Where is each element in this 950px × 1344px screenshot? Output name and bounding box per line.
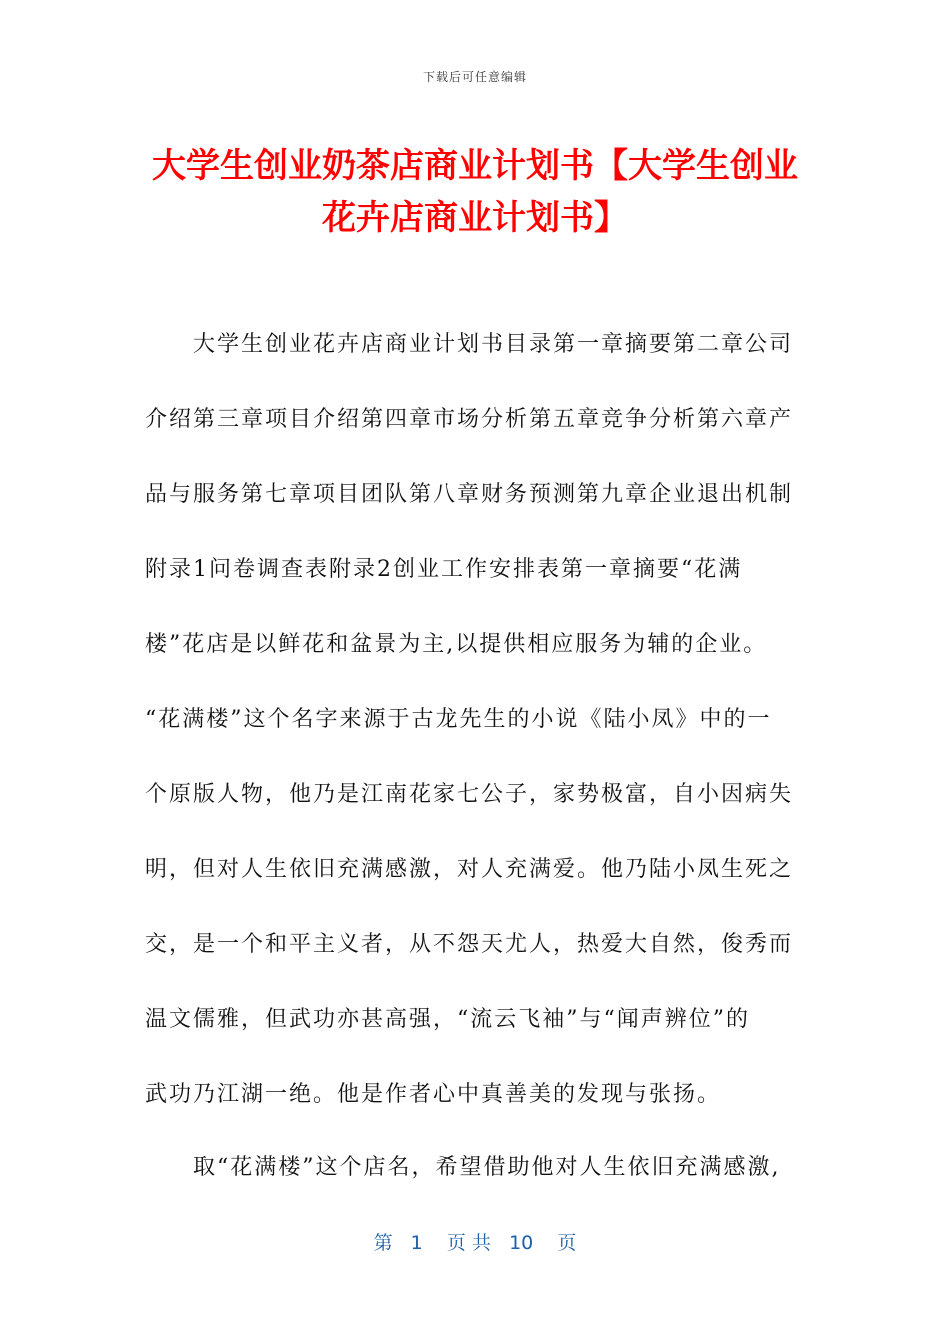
paragraph-line: 取“花满楼”这个店名，希望借助他对人生依旧充满感激, xyxy=(193,1155,781,1180)
document-title xyxy=(120,140,830,244)
paragraph-line: 个原版人物，他乃是江南花家七公子，家势极富，自小因病失 xyxy=(145,782,794,807)
paragraph-line: “花满楼”这个名字来源于古龙先生的小说《陆小凤》中的一 xyxy=(145,707,772,732)
header-note: 下载后可任意编辑 xyxy=(422,70,527,84)
paragraph-line: 明，但对人生依旧充满感激，对人充满爱。他乃陆小凤生死之 xyxy=(145,857,794,882)
title-line-1: 大学生创业奶茶店商业计划书【大学生创业 xyxy=(152,146,798,186)
paragraph-2 xyxy=(145,1153,805,1228)
paragraph-1 xyxy=(145,330,805,1155)
paragraph-line: 交，是一个和平主义者，从不怨天尤人，热爱大自然，俊秀而 xyxy=(145,932,794,957)
paragraph-line: 温文儒雅，但武功亦甚高强，“流云飞袖”与“闻声辨位”的 xyxy=(145,1007,750,1032)
title-line-2: 花卉店商业计划书】 xyxy=(322,198,628,238)
page-number-footer: 第 1 页 共 10 页 xyxy=(373,1232,577,1254)
paragraph-line: 介绍第三章项目介绍第四章市场分析第五章竞争分析第六章产 xyxy=(145,407,794,432)
paragraph-line: 大学生创业花卉店商业计划书目录第一章摘要第二章公司 xyxy=(193,332,794,357)
paragraph-line: 楼”花店是以鲜花和盆景为主,以提供相应服务为辅的企业。 xyxy=(145,632,768,657)
paragraph-line: 附录1问卷调查表附录2创业工作安排表第一章摘要“花满 xyxy=(145,557,743,582)
paragraph-line: 品与服务第七章项目团队第八章财务预测第九章企业退出机制 xyxy=(145,482,794,507)
paragraph-line: 武功乃江湖一绝。他是作者心中真善美的发现与张扬。 xyxy=(145,1082,722,1107)
